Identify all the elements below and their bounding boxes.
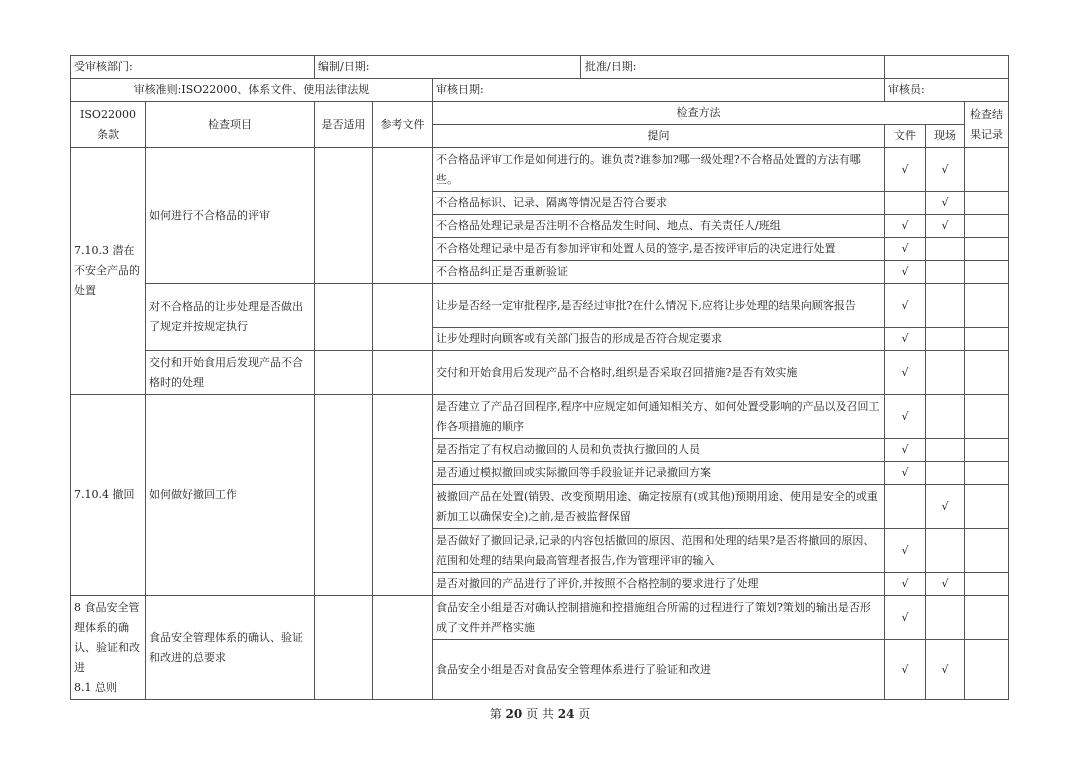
check-mark-icon: √ <box>901 443 909 456</box>
check-mark-icon: √ <box>901 610 909 624</box>
doc-check-cell <box>885 439 926 462</box>
col-doc: 文件 <box>885 125 926 148</box>
table-row <box>71 284 1009 328</box>
check-mark-icon: √ <box>941 219 949 232</box>
doc-check-cell <box>885 395 926 439</box>
result-cell <box>965 284 1009 328</box>
criteria-cell: 审核准则:ISO22000、体系文件、使用法律法规 <box>71 79 433 102</box>
check-mark-icon: √ <box>901 219 909 232</box>
check-mark-icon: √ <box>901 466 909 479</box>
check-mark-icon: √ <box>901 162 909 176</box>
clause-cell: 7.10.3 潜在不安全产品的处置 <box>71 148 146 395</box>
audit-date-label: 审核日期: <box>436 83 484 96</box>
clause-cell: 8 食品安全管理体系的确认、验证和改进 8.1 总则 <box>71 596 146 700</box>
check-mark-icon: √ <box>901 409 909 423</box>
item-cell: 如何做好撤回工作 <box>146 395 315 596</box>
item-cell: 对不合格品的让步处理是否做出了规定并按规定执行 <box>146 284 315 351</box>
check-mark-icon: √ <box>901 365 909 379</box>
site-check-cell <box>926 640 965 700</box>
prepared-approved-cell <box>315 56 885 79</box>
question-cell: 是否指定了有权启动撤回的人员和负责执行撤回的人员 <box>433 439 885 462</box>
site-check-cell <box>926 238 965 261</box>
col-clause: ISO22000 条款 <box>71 102 146 148</box>
question-cell: 不合格处理记录中是否有参加评审和处置人员的签字,是否按评审后的决定进行处置 <box>433 238 885 261</box>
question-cell: 食品安全小组是否对食品安全管理体系进行了验证和改进 <box>433 640 885 700</box>
check-mark-icon: √ <box>941 196 949 209</box>
question-cell: 是否做好了撤回记录,记录的内容包括撤回的原因、范围和处理的结果?是否将撤回的原因、范围和处理的结果向最高管理者报告,作为管理评审的输入 <box>433 529 885 573</box>
doc-check-cell <box>885 485 926 529</box>
question-cell: 不合格品标识、记录、隔离等情况是否符合要求 <box>433 192 885 215</box>
audit-date-auditor-cell <box>433 79 885 102</box>
check-mark-icon: √ <box>901 662 909 676</box>
page-footer <box>0 705 1080 722</box>
site-check-cell <box>926 439 965 462</box>
site-check-cell <box>926 395 965 439</box>
result-cell <box>965 215 1009 238</box>
site-check-cell <box>926 462 965 485</box>
site-check-cell <box>926 328 965 351</box>
doc-check-cell <box>885 462 926 485</box>
col-method: 检查方法 <box>433 102 965 125</box>
doc-check-cell <box>885 284 926 328</box>
result-cell <box>965 148 1009 192</box>
check-mark-icon: √ <box>941 499 949 513</box>
check-mark-icon: √ <box>901 543 909 557</box>
applicable-cell <box>315 284 373 351</box>
question-cell: 不合格品评审工作是如何进行的。谁负责?谁参加?哪一级处理?不合格品处置的方法有哪些。 <box>433 148 885 192</box>
ref-doc-cell <box>373 148 433 284</box>
question-cell: 让步处理时向顾客或有关部门报告的形成是否符合规定要求 <box>433 328 885 351</box>
site-check-cell <box>926 573 965 596</box>
auditor-cell: 审核员: <box>885 79 1009 102</box>
check-mark-icon: √ <box>901 242 909 255</box>
result-cell <box>965 395 1009 439</box>
result-cell <box>965 439 1009 462</box>
doc-check-cell <box>885 215 926 238</box>
check-mark-icon: √ <box>941 577 949 590</box>
result-cell <box>965 351 1009 395</box>
question-cell: 不合格品处理记录是否注明不合格品发生时间、地点、有关责任人/班组 <box>433 215 885 238</box>
doc-check-cell <box>885 351 926 395</box>
doc-check-cell <box>885 573 926 596</box>
header-row-2 <box>71 79 1009 102</box>
item-cell: 交付和开始食用后发现产品不合格时的处理 <box>146 351 315 395</box>
check-mark-icon: √ <box>901 577 909 590</box>
prepared-date-label: 编制/日期: <box>318 60 370 73</box>
item-cell: 如何进行不合格品的评审 <box>146 148 315 284</box>
result-cell <box>965 462 1009 485</box>
check-mark-icon: √ <box>941 662 949 676</box>
question-cell: 是否通过模拟撤回或实际撤回等手段验证并记录撤回方案 <box>433 462 885 485</box>
result-cell <box>965 192 1009 215</box>
item-cell: 食品安全管理体系的确认、验证和改进的总要求 <box>146 596 315 700</box>
applicable-cell <box>315 351 373 395</box>
doc-check-cell <box>885 238 926 261</box>
result-cell <box>965 328 1009 351</box>
audit-checklist-table <box>70 55 1009 700</box>
question-cell: 交付和开始食用后发现产品不合格时,组织是否采取召回措施?是否有效实施 <box>433 351 885 395</box>
applicable-cell <box>315 395 373 596</box>
site-check-cell <box>926 596 965 640</box>
ref-doc-cell <box>373 351 433 395</box>
page-number: 20 <box>505 707 523 721</box>
question-cell: 被撤回产品在处置(销毁、改变预期用途、确定按原有(或其他)预期用途、使用是安全的或重新加工以确保安全)之前,是否被监督保留 <box>433 485 885 529</box>
site-check-cell <box>926 284 965 328</box>
approved-date-label: 批准/日期: <box>585 60 637 73</box>
check-mark-icon: √ <box>901 265 909 278</box>
applicable-cell <box>315 148 373 284</box>
doc-check-cell <box>885 640 926 700</box>
site-check-cell <box>926 351 965 395</box>
question-cell: 不合格品纠正是否重新验证 <box>433 261 885 284</box>
table-row <box>71 148 1009 192</box>
doc-check-cell <box>885 148 926 192</box>
column-header-row-1 <box>71 102 1009 125</box>
result-cell <box>965 485 1009 529</box>
result-cell <box>965 573 1009 596</box>
header-blank-cell <box>885 56 1009 79</box>
doc-check-cell <box>885 192 926 215</box>
doc-check-cell <box>885 529 926 573</box>
col-question: 提问 <box>433 125 885 148</box>
question-cell: 是否对撤回的产品进行了评价,并按照不合格控制的要求进行了处理 <box>433 573 885 596</box>
site-check-cell <box>926 261 965 284</box>
col-item: 检查项目 <box>146 102 315 148</box>
header-row-1 <box>71 56 1009 79</box>
check-mark-icon: √ <box>901 298 909 312</box>
col-site: 现场 <box>926 125 965 148</box>
doc-check-cell <box>885 261 926 284</box>
col-applicable: 是否适用 <box>315 102 373 148</box>
clause-cell: 7.10.4 撤回 <box>71 395 146 596</box>
table-row <box>71 596 1009 640</box>
result-cell <box>965 596 1009 640</box>
check-mark-icon: √ <box>901 332 909 345</box>
site-check-cell <box>926 529 965 573</box>
footer-suffix: 页 <box>578 707 591 721</box>
page-total: 24 <box>557 707 575 721</box>
site-check-cell <box>926 148 965 192</box>
footer-middle: 页 共 <box>526 707 554 721</box>
result-cell <box>965 529 1009 573</box>
applicable-cell <box>315 596 373 700</box>
result-cell <box>965 640 1009 700</box>
ref-doc-cell <box>373 284 433 351</box>
col-ref-doc: 参考文件 <box>373 102 433 148</box>
site-check-cell <box>926 215 965 238</box>
ref-doc-cell <box>373 596 433 700</box>
table-row <box>71 351 1009 395</box>
question-cell: 是否建立了产品召回程序,程序中应规定如何通知相关方、如何处置受影响的产品以及召回工作各项措施的顺序 <box>433 395 885 439</box>
ref-doc-cell <box>373 395 433 596</box>
site-check-cell <box>926 192 965 215</box>
footer-prefix: 第 <box>489 707 502 721</box>
site-check-cell <box>926 485 965 529</box>
doc-check-cell <box>885 328 926 351</box>
col-result: 检查结果记录 <box>965 102 1009 148</box>
result-cell <box>965 238 1009 261</box>
doc-check-cell <box>885 596 926 640</box>
check-mark-icon: √ <box>941 162 949 176</box>
table-row <box>71 395 1009 439</box>
result-cell <box>965 261 1009 284</box>
question-cell: 让步是否经一定审批程序,是否经过审批?在什么情况下,应将让步处理的结果向顾客报告 <box>433 284 885 328</box>
question-cell: 食品安全小组是否对确认控制措施和控措施组合所需的过程进行了策划?策划的输出是否形成了文件并严格实施 <box>433 596 885 640</box>
audited-dept-cell: 受审核部门: <box>71 56 315 79</box>
